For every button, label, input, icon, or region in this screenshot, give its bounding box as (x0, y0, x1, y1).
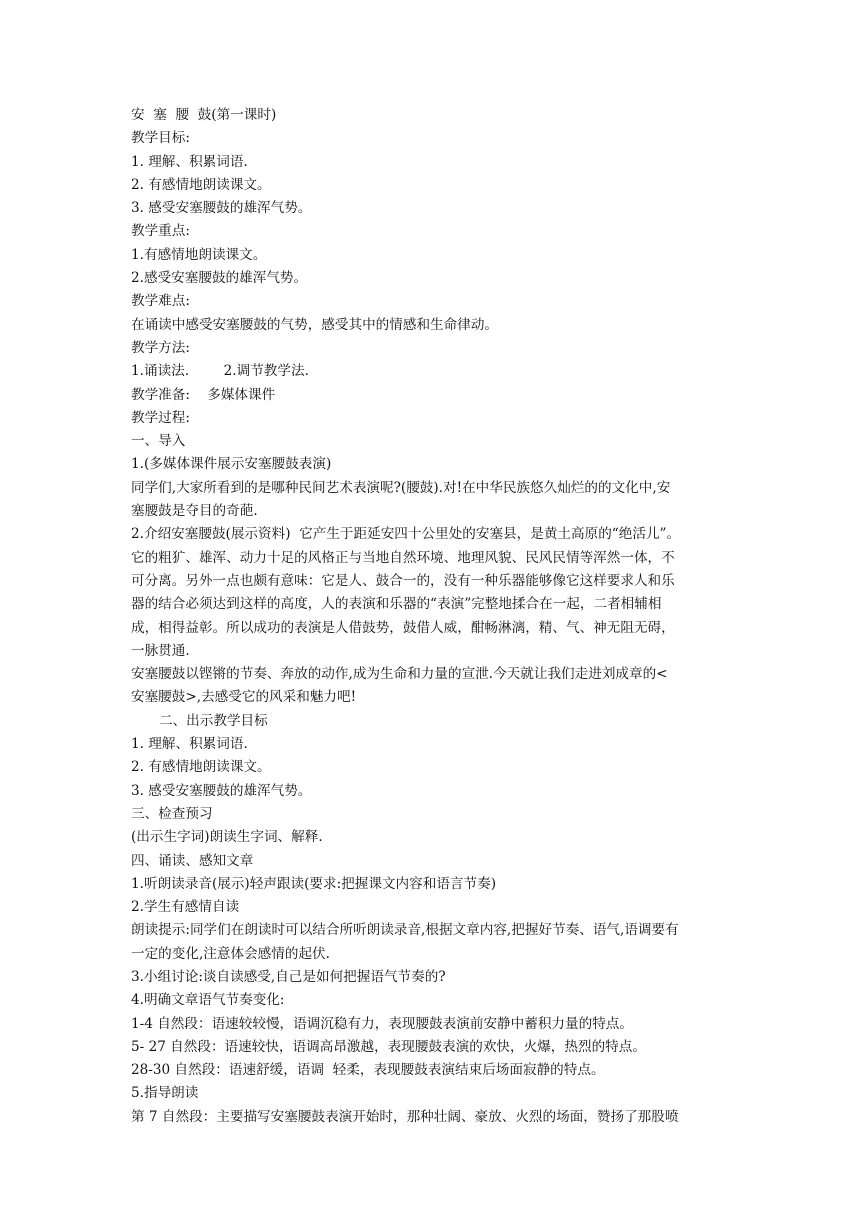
paragraph-line: 28-30 自然段：语速舒缓，语调 轻柔，表现腰鼓表演结束后场面寂静的特点。 (131, 1062, 605, 1079)
step-item: 5.指导朗读 (131, 1085, 199, 1102)
goals-heading: 教学目标: (131, 130, 190, 147)
key-points-heading: 教学重点: (131, 223, 190, 240)
paragraph-line: 1-4 自然段：语速较较慢，语调沉稳有力，表现腰鼓表演前安静中蓄积力量的特点。 (131, 1015, 633, 1032)
section-heading: 一、导入 (131, 433, 186, 450)
process-heading: 教学过程: (131, 409, 190, 426)
step-item: 2.学生有感情自读 (131, 899, 240, 916)
preparation-text: 教学准备: 多媒体课件 (131, 386, 276, 403)
goal-item: 3. 感受安塞腰鼓的雄浑气势。 (131, 782, 312, 799)
section-heading: 三、检查预习 (131, 805, 213, 822)
goal-item: 2. 有感情地朗读课文。 (131, 176, 271, 193)
paragraph-line: 同学们,大家所看到的是哪种民间艺术表演呢?(腰鼓).对!在中华民族悠久灿烂的的文化中,安 (131, 479, 671, 496)
goal-item: 3. 感受安塞腰鼓的雄浑气势。 (131, 200, 312, 217)
paragraph-line: 塞腰鼓是夺目的奇葩. (131, 503, 258, 520)
method-heading: 教学方法: (131, 339, 190, 356)
paragraph-line: 可分离。另外一点也颇有意味：它是人、鼓合一的，没有一种乐器能够像它这样要求人和乐 (131, 572, 675, 589)
step-item: 1.听朗读录音(展示)轻声跟读(要求:把握课文内容和语言节奏) (131, 875, 497, 892)
paragraph-line: 一定的变化,注意体会感情的起伏. (131, 945, 330, 962)
section-heading: 二、出示教学目标 (159, 712, 268, 729)
paragraph-line: 第 7 自然段：主要描写安塞腰鼓表演开始时，那种壮阔、豪放、火烈的场面，赞扬了那股喷 (131, 1108, 679, 1125)
method-text: 1.诵读法. 2.调节教学法. (131, 363, 309, 380)
key-point-item: 1.有感情地朗读课文。 (131, 246, 267, 263)
paragraph-line: 安塞腰鼓以铿锵的节奏、奔放的动作,成为生命和力量的宣泄.今天就让我们走进刘成章的< (131, 666, 668, 683)
paragraph-line: 器的结合必须达到这样的高度，人的表演和乐器的“表演”完整地揉合在一起，二者相辅相 (131, 596, 662, 613)
paragraph-line: 它的粗犷、雄浑、动力十足的风格正与当地自然环境、地理风貌、民风民情等浑然一体，不 (131, 549, 675, 566)
step-item: 4.明确文章语气节奏变化: (131, 992, 285, 1009)
step-item: (出示生字词)朗读生字词、解释. (131, 829, 323, 846)
paragraph-line: 安塞腰鼓>,去感受它的风采和魅力吧! (131, 689, 357, 706)
paragraph-line: 一脉贯通. (131, 642, 190, 659)
step-item: 3.小组讨论:谈自读感受,自己是如何把握语气节奏的? (131, 968, 446, 985)
paragraph-line: 5- 27 自然段：语速较快，语调高昂激越，表现腰鼓表演的欢快，火爆，热烈的特点。 (131, 1038, 646, 1055)
document-page (131, 104, 743, 1129)
difficulty-text: 在诵读中感受安塞腰鼓的气势，感受其中的情感和生命律动。 (131, 316, 499, 333)
section-heading: 四、诵读、感知文章 (131, 852, 254, 869)
key-point-item: 2.感受安塞腰鼓的雄浑气势。 (131, 270, 308, 287)
paragraph-line: 朗读提示:同学们在朗读时可以结合所听朗读录音,根据文章内容,把握好节奏、语气,语调要有 (131, 922, 679, 939)
difficulty-heading: 教学难点: (131, 293, 190, 310)
paragraph-line: 成，相得益彰。所以成功的表演是人借鼓势，鼓借人威，酣畅淋漓，精、气、神无阻无碍， (131, 619, 675, 636)
step-item: 1.(多媒体课件展示安塞腰鼓表演) (131, 456, 332, 473)
lesson-title: 安 塞 腰 鼓(第一课时) (131, 107, 277, 123)
goal-item: 1. 理解、积累词语. (131, 153, 248, 170)
goal-item: 2. 有感情地朗读课文。 (131, 759, 271, 776)
goal-item: 1. 理解、积累词语. (131, 736, 248, 753)
paragraph-line: 2.介绍安塞腰鼓(展示资料) 它产生于距延安四十公里处的安塞县，是黄土高原的“绝活儿”。 (131, 526, 681, 543)
